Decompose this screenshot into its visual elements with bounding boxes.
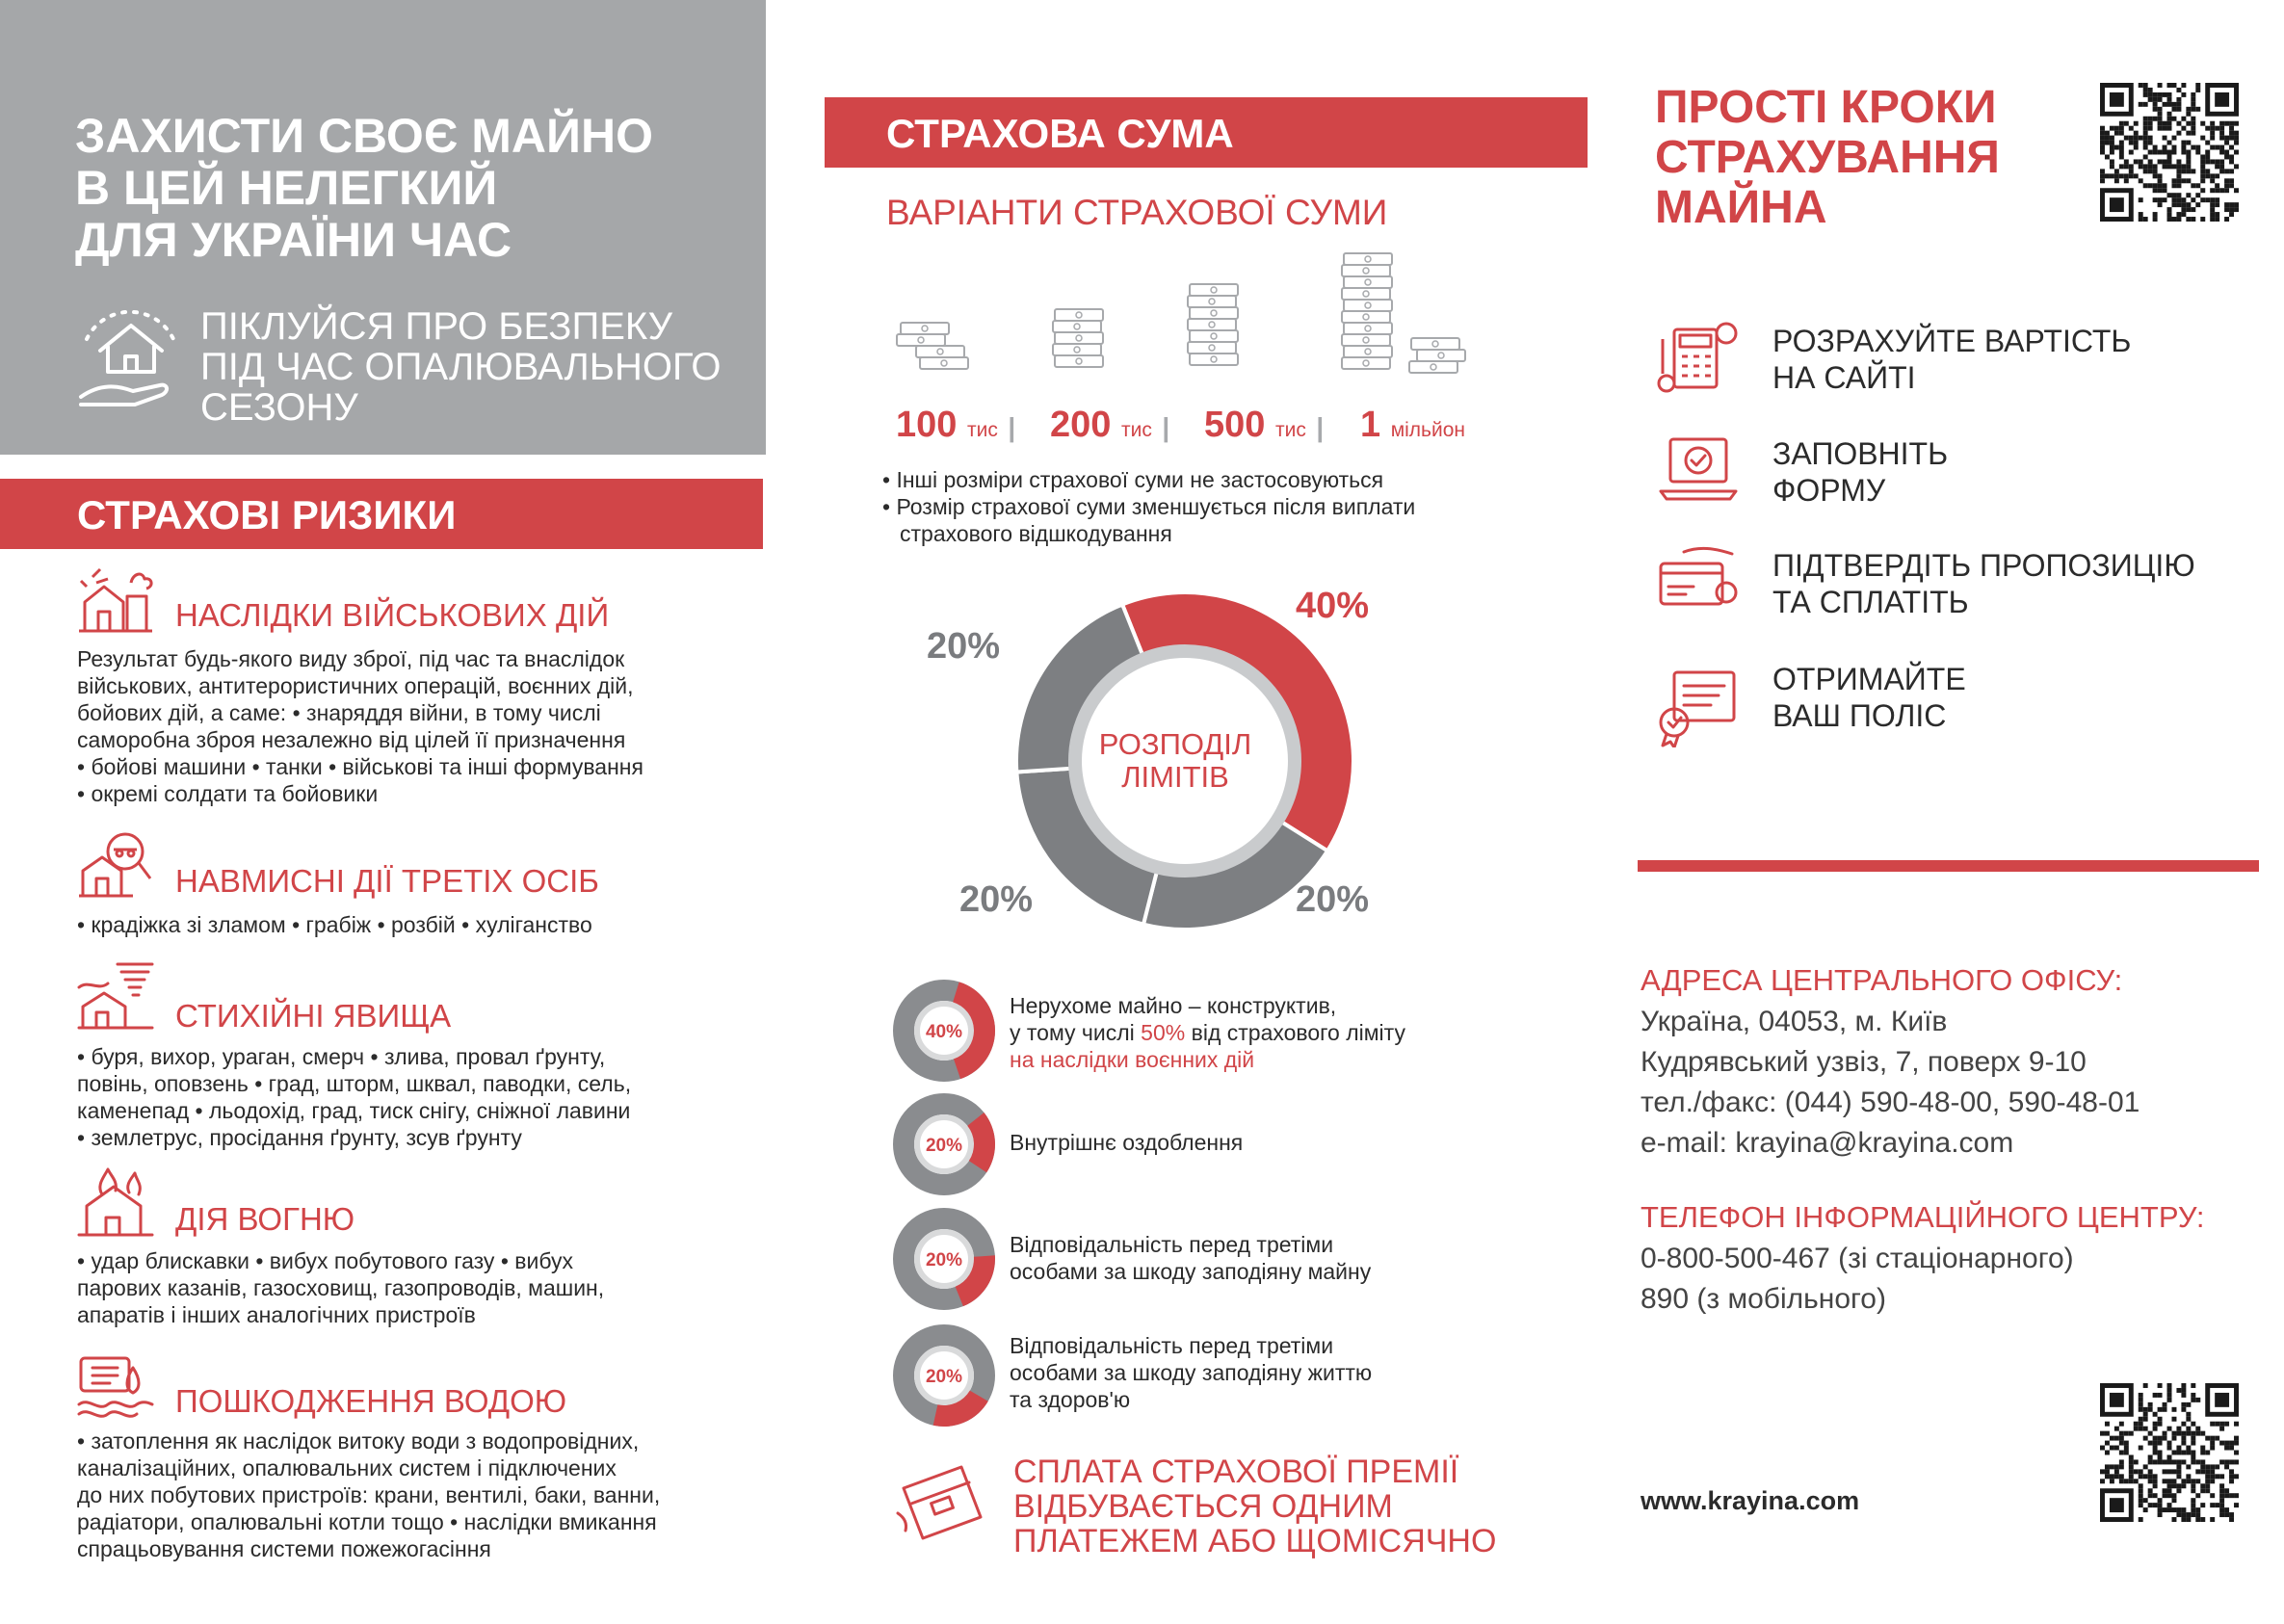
phone-fax-line: тел./факс: (044) 590-48-00, 590-48-01 bbox=[1641, 1087, 2140, 1118]
laptop-check-icon bbox=[1657, 430, 1740, 512]
burglar-house-icon bbox=[75, 828, 156, 900]
amount-value: 100 bbox=[896, 405, 958, 445]
money-stack-icon bbox=[897, 323, 968, 369]
office-address bbox=[1641, 1002, 2140, 1164]
amount-option bbox=[896, 405, 1015, 446]
amount-option bbox=[1360, 405, 1465, 446]
certificate-icon bbox=[1657, 665, 1740, 747]
limit-mini-chart bbox=[891, 1323, 997, 1428]
step-text bbox=[1772, 661, 1966, 734]
hero-subtitle-line: ПІД ЧАС ОПАЛЮВАЛЬНОГО bbox=[200, 346, 722, 388]
risk-line: повінь, оповзень • град, шторм, шквал, паводки, сель, bbox=[77, 1071, 632, 1096]
sum-notes bbox=[882, 466, 1499, 547]
amount-option bbox=[1204, 405, 1324, 446]
military-house-icon bbox=[75, 563, 156, 635]
step-line: ФОРМУ bbox=[1772, 473, 1886, 508]
amount-separator: | bbox=[1316, 412, 1325, 442]
amount-unit: тис bbox=[966, 419, 998, 441]
step-line: ОТРИМАЙТЕ bbox=[1772, 662, 1966, 696]
hero-title-line: ДЛЯ УКРАЇНИ ЧАС bbox=[75, 213, 512, 267]
risk-line: військових, антитерористичних операцій, воєнних дій, bbox=[77, 673, 634, 698]
amount-value: 500 bbox=[1204, 405, 1266, 445]
limit-line: на наслідки воєнних дій bbox=[1010, 1047, 1255, 1072]
limit-mini-chart bbox=[891, 1206, 997, 1312]
donut-center-label: РОЗПОДІЛ ЛІМІТІВ bbox=[1098, 727, 1252, 794]
risk-text bbox=[77, 1428, 751, 1562]
fire-house-icon bbox=[75, 1166, 156, 1237]
limit-description bbox=[1010, 1332, 1510, 1413]
payment-card-icon bbox=[1657, 542, 1740, 625]
limit-mini-chart bbox=[891, 978, 997, 1084]
risk-line: • затоплення як наслідок витоку води з водопровідних, bbox=[77, 1428, 640, 1454]
limit-line: Відповідальність перед третіми bbox=[1010, 1232, 1334, 1257]
sum-note: • Інші розміри страхової суми не застосовуються bbox=[882, 467, 1384, 492]
hero-title-line: В ЦЕЙ НЕЛЕГКИЙ bbox=[75, 161, 498, 215]
calculator-icon bbox=[1657, 316, 1740, 399]
premium-text bbox=[1013, 1454, 1514, 1559]
step-line: ВАШ ПОЛІС bbox=[1772, 698, 1947, 733]
limit-highlight: 50% bbox=[1141, 1020, 1186, 1045]
risk-line: • буря, вихор, ураган, смерч • злива, провал ґрунту, bbox=[77, 1044, 606, 1069]
mini-chart-label: 20% bbox=[925, 1367, 963, 1387]
risk-line: апаратів і інших аналогічних пристроїв bbox=[77, 1302, 476, 1327]
step-text bbox=[1772, 323, 2131, 396]
risk-text bbox=[77, 1247, 751, 1328]
amount-unit: тис bbox=[1274, 419, 1306, 441]
money-stack-icon bbox=[1188, 284, 1238, 365]
limit-line: у тому числі 50% від страхового ліміту bbox=[1010, 1020, 1405, 1045]
risk-line: радіатори, опалювальні котли тощо • наслідки вмикання bbox=[77, 1509, 657, 1534]
mini-chart-label: 40% bbox=[925, 1022, 963, 1042]
risk-title: ДІЯ ВОГНЮ bbox=[175, 1201, 355, 1237]
mini-chart-label: 20% bbox=[925, 1250, 963, 1270]
risk-text bbox=[77, 645, 751, 807]
amount-unit: тис bbox=[1120, 419, 1152, 441]
hero-subtitle-line: ПІКЛУЙСЯ ПРО БЕЗПЕКУ bbox=[200, 305, 673, 348]
risk-title: СТИХІЙНІ ЯВИЩА bbox=[175, 998, 452, 1034]
phone-line: 0-800-500-467 (зі стаціонарного) bbox=[1641, 1243, 2074, 1274]
qr-code-icon[interactable] bbox=[2100, 83, 2239, 222]
sum-note: страхового відшкодування bbox=[900, 521, 1172, 546]
donut-pct-label: 20% bbox=[959, 879, 1034, 920]
step-line: ЗАПОВНІТЬ bbox=[1772, 436, 1949, 471]
step-line: ПІДТВЕРДІТЬ ПРОПОЗИЦІЮ bbox=[1772, 548, 2195, 583]
steps-title-line: ПРОСТІ КРОКИ bbox=[1655, 82, 1997, 133]
amount-option bbox=[1050, 405, 1169, 446]
risk-line: каналізаційних, опалювальних систем і підключених bbox=[77, 1455, 617, 1480]
premium-line: ПЛАТЕЖЕМ АБО ЩОМІСЯЧНО bbox=[1013, 1523, 1497, 1559]
step-text bbox=[1772, 435, 1948, 509]
limit-description bbox=[1010, 1231, 1510, 1285]
risk-line: саморобна зброя незалежно від цілей її призначення bbox=[77, 727, 626, 752]
limit-line: особами за шкоду заподіяну майну bbox=[1010, 1259, 1372, 1284]
donut-pct-label: 20% bbox=[927, 626, 1001, 667]
money-stacks-illustration bbox=[891, 246, 1488, 409]
premium-line: ВІДБУВАЄТЬСЯ ОДНИМ bbox=[1013, 1488, 1393, 1525]
office-address-heading: АДРЕСА ЦЕНТРАЛЬНОГО ОФІСУ: bbox=[1641, 963, 2123, 997]
risk-text bbox=[77, 911, 751, 938]
amount-value: 200 bbox=[1050, 405, 1112, 445]
premium-line: СПЛАТА СТРАХОВОЇ ПРЕМІЇ bbox=[1013, 1454, 1459, 1490]
risk-line: Результат будь-якого виду зброї, під час та внаслідок bbox=[77, 646, 625, 671]
step-line: НА САЙТІ bbox=[1772, 360, 1916, 395]
sum-band: СТРАХОВА СУМА bbox=[825, 97, 1588, 168]
risk-title: ПОШКОДЖЕННЯ ВОДОЮ bbox=[175, 1383, 567, 1419]
money-stack-icon bbox=[1342, 253, 1465, 373]
risk-line: спрацьовування системи пожежогасіння bbox=[77, 1536, 491, 1561]
variants-title: ВАРІАНТИ СТРАХОВОЇ СУМИ bbox=[886, 193, 1388, 232]
website-link[interactable]: www.krayina.com bbox=[1641, 1486, 1860, 1515]
risk-line: • землетрус, просідання ґрунту, зсув ґрунту bbox=[77, 1125, 522, 1150]
amount-separator: | bbox=[1162, 412, 1170, 442]
money-stack-icon bbox=[1053, 309, 1103, 367]
risk-text bbox=[77, 1043, 751, 1151]
mini-chart-label: 20% bbox=[925, 1136, 963, 1156]
amount-separator: | bbox=[1008, 412, 1016, 442]
limit-line: та здоров'ю bbox=[1010, 1387, 1131, 1412]
step-line: ТА СПЛАТІТЬ bbox=[1772, 585, 1969, 619]
address-line: Кудрявський узвіз, 7, поверх 9-10 bbox=[1641, 1046, 2087, 1078]
payment-card-icon bbox=[894, 1459, 990, 1546]
steps-title-line: СТРАХУВАННЯ bbox=[1655, 132, 2000, 183]
house-in-hand-icon bbox=[73, 308, 187, 412]
risks-band: СТРАХОВІ РИЗИКИ bbox=[0, 479, 763, 549]
risk-line: • крадіжка зі зламом • грабіж • розбій • хуліганство bbox=[77, 912, 592, 937]
limit-description bbox=[1010, 1129, 1510, 1156]
hero-title bbox=[75, 110, 749, 266]
qr-code-icon[interactable] bbox=[2100, 1383, 2239, 1522]
risk-line: парових казанів, газосховищ, газопроводів, машин, bbox=[77, 1275, 605, 1300]
limit-line: Внутрішнє оздоблення bbox=[1010, 1130, 1244, 1155]
donut-pct-label: 20% bbox=[1296, 879, 1370, 920]
limit-line: Відповідальність перед третіми bbox=[1010, 1333, 1334, 1358]
risk-line: • бойові машини • танки • військові та інші формування bbox=[77, 754, 643, 779]
email-link[interactable]: e-mail: krayina@krayina.com bbox=[1641, 1127, 2014, 1159]
steps-title-line: МАЙНА bbox=[1655, 182, 1827, 233]
sum-note: • Розмір страхової суми зменшується після виплати bbox=[882, 494, 1416, 519]
risk-line: каменепад • льодохід, град, тиск снігу, сніжної лавини bbox=[77, 1098, 631, 1123]
limit-line: особами за шкоду заподіяну життю bbox=[1010, 1360, 1373, 1385]
hero-title-line: ЗАХИСТИ СВОЄ МАЙНО bbox=[75, 109, 653, 163]
risk-line: бойових дій, а саме: • знаряддя війни, в тому числі bbox=[77, 700, 601, 725]
water-damage-icon bbox=[75, 1349, 156, 1420]
risk-line: • удар блискавки • вибух побутового газу • вибух bbox=[77, 1248, 573, 1273]
limit-line: Нерухоме майно – конструктив, bbox=[1010, 993, 1337, 1018]
hero-subtitle bbox=[200, 306, 759, 428]
address-line: Україна, 04053, м. Київ bbox=[1641, 1006, 1948, 1037]
amount-value: 1 bbox=[1360, 405, 1381, 445]
donut-segment bbox=[1122, 592, 1353, 851]
info-center-heading: ТЕЛЕФОН ІНФОРМАЦІЙНОГО ЦЕНТРУ: bbox=[1641, 1200, 2205, 1234]
risk-line: • окремі солдати та бойовики bbox=[77, 781, 379, 806]
limit-mini-chart bbox=[891, 1091, 997, 1197]
info-center-phones bbox=[1641, 1239, 2074, 1320]
phone-line: 890 (з мобільного) bbox=[1641, 1283, 1886, 1315]
steps-title bbox=[1655, 83, 2156, 233]
step-line: РОЗРАХУЙТЕ ВАРТІСТЬ bbox=[1772, 324, 2132, 358]
risk-title: НАСЛІДКИ ВІЙСЬКОВИХ ДІЙ bbox=[175, 597, 610, 633]
amount-unit: мільйон bbox=[1390, 419, 1466, 441]
limit-description bbox=[1010, 992, 1510, 1073]
risk-line: до них побутових пристроїв: крани, вентилі, баки, ванни, bbox=[77, 1482, 661, 1507]
risk-title: НАВМИСНІ ДІЇ ТРЕТІХ ОСІБ bbox=[175, 863, 599, 899]
section-divider bbox=[1638, 860, 2259, 872]
hero-subtitle-line: СЕЗОНУ bbox=[200, 386, 358, 429]
step-text bbox=[1772, 547, 2195, 620]
donut-pct-label: 40% bbox=[1296, 586, 1370, 626]
tornado-house-icon bbox=[75, 958, 156, 1030]
